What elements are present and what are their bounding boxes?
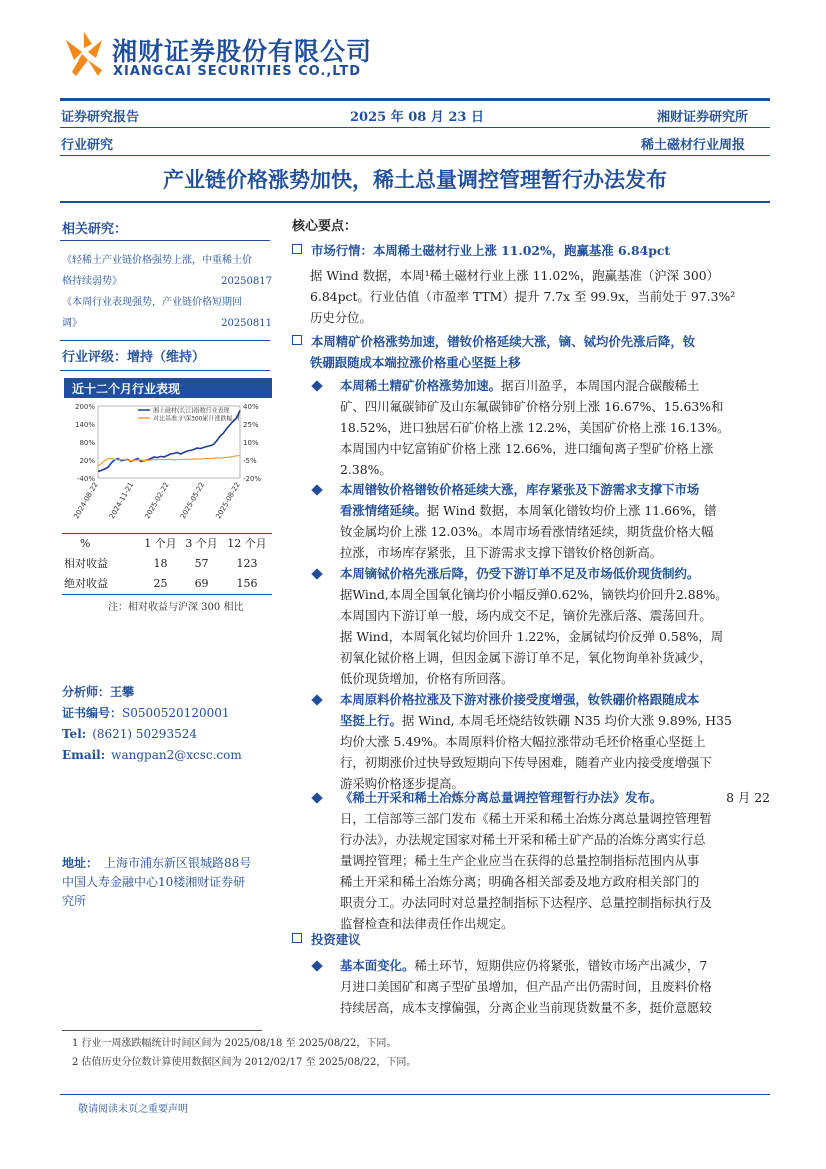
text-line: 钕金属均价上涨 12.03%。本周市场看涨情绪延续，期货盘价格大幅 (340, 524, 714, 539)
industry-performance-chart (62, 398, 272, 538)
diamond-bullet-icon (311, 380, 322, 391)
section-investment-heading-text: 投资建议 (311, 932, 361, 947)
perf-header-1m: 1 个月 (144, 537, 177, 550)
perf-cell: 57 (194, 556, 209, 570)
address-label: 地址： (62, 856, 99, 870)
footnote-2: 2 估值历史分位数计算使用数据区间为 2012/02/17 至 2025/08/22，下同。 (72, 1057, 417, 1068)
chart-title-band (64, 378, 272, 398)
text-line: 本周国内中钇富铕矿价格上涨 12.66%，进口缅甸离子型矿价格上涨 (340, 441, 714, 456)
related-report-1-date: 20250817 (221, 276, 272, 287)
text-line: 据Wind,本周全国氧化镝均价小幅反弹0.62%，镝铁均价回升2.88%。 (340, 587, 728, 602)
perf-header-12m: 12 个月 (227, 537, 267, 550)
legend-label: 湘土磁材(长江)指数行业表现 (153, 407, 230, 415)
text-line: 18.52%，进口独居石矿价格上涨 12.2%，美国矿价格上涨 16.13%。 (340, 420, 730, 435)
bullet-lead-2: 坚挺上行。 (340, 713, 402, 728)
section-price-heading-line2: 铁硼跟随成本端拉涨价格重心坚挺上移 (310, 355, 521, 370)
text-line: 行，初期涨价过快导致短期向下传导困难，随着产业内接受度增强下 (340, 755, 712, 770)
bullet-fundamentals (340, 955, 770, 1018)
benchmark-series-line (98, 456, 240, 467)
bullet-policy (340, 787, 770, 934)
related-report-1[interactable] (62, 250, 272, 292)
y-left-tick-label: -40% (76, 475, 95, 483)
report-title: 产业链价格涨势加快，稀土总量调控管理暂行办法发布 (163, 168, 667, 192)
y-left-tick-label: 140% (74, 421, 95, 429)
tel-number: (8621) 50293524 (92, 727, 197, 741)
perf-header-3m: 3 个月 (185, 537, 218, 550)
section-price-heading (292, 331, 770, 373)
perf-table-note: 注：相对收益与沪深 300 相比 (108, 602, 244, 613)
section-market-heading (292, 240, 670, 261)
diamond-bullet-icon (311, 792, 322, 803)
rating-rule-bottom (60, 370, 270, 371)
text-line: 初氧化铽价格上调，但因金属下游订单不足，氧化物询单补货减少， (340, 650, 712, 665)
perf-cell: 18 (153, 556, 168, 570)
perf-cell: 69 (194, 576, 209, 590)
address-line2: 中国人寿金融中心10楼湘财证券研 (62, 875, 246, 889)
bullet-lead: 基本面变化。 (340, 958, 415, 973)
research-category: 行业研究 (61, 138, 114, 153)
bullet-lead-2: 看涨情绪延续。 (340, 503, 427, 518)
bullet-prnd (340, 479, 770, 563)
checkbox-square-icon (292, 933, 302, 943)
address-block (62, 854, 277, 911)
x-tick-label: 2025-02-22 (143, 481, 171, 521)
rating-rule-top (60, 340, 270, 341)
cert-label: 证书编号： (62, 706, 123, 720)
related-report-2-line1: 《本周行业表现强势，产业链价格短期回 (62, 297, 242, 308)
checkbox-square-icon (292, 244, 302, 254)
text-line: 2.38%。 (340, 462, 392, 477)
section-market-heading-text: 市场行情：本周稀土磁材行业上涨 11.02%，跑赢基准 6.84pct (311, 243, 671, 258)
text-line: 稀土环节，短期供应仍将紧张，镨钕市场产出减少，7 (414, 958, 708, 973)
x-tick-label: 2024-11-21 (107, 481, 136, 521)
cert-number: S0500520120001 (122, 706, 230, 720)
analyst-block (62, 682, 242, 766)
company-logo (62, 30, 106, 78)
text-line-tail: 8 月 22 (726, 790, 770, 805)
industry-rating: 行业评级：增持（维持） (62, 350, 206, 365)
text-line: 矿、四川氟碳铈矿及山东氟碳铈矿价格分别上涨 16.67%、15.63%和 (340, 399, 724, 414)
section-investment-heading (292, 929, 361, 950)
perf-cell: 绝对收益 (64, 577, 108, 590)
perf-cell: 123 (236, 556, 258, 570)
text-line: 据 Wind, 本周毛坯烧结钕铁硼 N35 均价大涨 9.89%, H35 (401, 713, 732, 728)
text-line: 游采购价格逐步提高。 (340, 776, 464, 791)
header-rule-mid (60, 127, 770, 128)
header-rule-bottom (60, 155, 770, 156)
logo-mark-icon (62, 30, 106, 78)
diamond-bullet-icon (311, 694, 322, 705)
research-institute: 湘财证券研究所 (657, 110, 749, 125)
bullet-lead: 本周原料价格拉涨及下游对涨价接受度增强，钕铁硼价格跟随成本 (340, 692, 700, 707)
related-rule (60, 240, 270, 241)
disclaimer[interactable]: 敬请阅读末页之重要声明 (78, 1104, 188, 1115)
text-line: 拉涨，市场库存紧张，且下游需求支撑下镨钕价格创新高。 (340, 545, 663, 560)
text-line: 持续居高，成本支撑偏强，分离企业当前现货数量不多，挺价意愿较 (340, 1000, 712, 1015)
section-market-body (310, 265, 770, 328)
related-report-2-line2: 调》 (62, 318, 82, 329)
text-line: 历史分位。 (310, 310, 372, 325)
text-line: 监督检查和法律责任作出规定。 (340, 916, 514, 931)
y-right-tick-label: 40% (243, 403, 259, 411)
core-points-title: 核心要点： (292, 219, 358, 234)
y-left-tick-label: 20% (79, 457, 95, 465)
perf-cell: 25 (153, 576, 168, 590)
bullet-lead: 《稀土开采和稀土冶炼分离总量调控管理暂行办法》发布。 (340, 790, 663, 805)
y-left-tick-label: 200% (74, 403, 95, 411)
header-rule-top (60, 98, 770, 101)
text-line: 行办法》，办法规定国家对稀土开采和稀土矿产品的冶炼分离实行总 (340, 832, 706, 847)
related-report-2[interactable] (62, 292, 272, 334)
tel-label: Tel: (62, 727, 87, 741)
x-tick-label: 2024-08-22 (72, 481, 100, 521)
email-label: Email: (62, 748, 106, 762)
report-date: 2025 年 08 月 23 日 (350, 110, 484, 125)
y-left-tick-label: 80% (79, 439, 95, 447)
report-series: 稀土磁材行业周报 (641, 138, 746, 153)
bottom-rule (60, 1094, 770, 1095)
perf-cell: 相对收益 (64, 557, 108, 570)
y-right-tick-label: -20% (243, 475, 262, 483)
text-line: 稀土开采和稀土冶炼分离；明确各相关部委及地方政府相关部门的 (340, 874, 700, 889)
text-line: 日，工信部等三部门发布《稀土开采和稀土冶炼分离总量调控管理暂 (340, 811, 712, 826)
related-report-1-line1: 《轻稀土产业链价格强势上涨，中重稀土价 (62, 255, 252, 266)
report-type: 证券研究报告 (61, 110, 140, 125)
footnote-1: 1 行业一周涨跌幅统计时间区间为 2025/08/18 至 2025/08/22，下同。 (72, 1038, 397, 1049)
checkbox-square-icon (292, 335, 302, 345)
text-line: 量调控管理；稀土生产企业应当在获得的总量控制指标范围内从事 (340, 853, 700, 868)
text-line: 均价大涨 5.49%。本周原料价格大幅拉涨带动毛坯价格重心坚挺上 (340, 734, 706, 749)
analyst-name: 分析师：王攀 (62, 685, 135, 699)
bullet-concentrate (340, 375, 770, 480)
perf-table-rule-bottom (62, 594, 272, 595)
perf-row-absolute (62, 573, 272, 593)
perf-row-relative (62, 553, 272, 573)
bullet-lead: 本周镨钕价格镨钕价格延续大涨，库存紧张及下游需求支撑下市场 (340, 482, 700, 497)
text-line: 职责分工。办法同时对总量控制指标下达程序、总量控制指标执行及 (340, 895, 712, 910)
perf-table-header (62, 533, 272, 553)
legend-label: 对比基准:沪深300累计涨跌幅,月 (153, 415, 241, 423)
x-tick-label: 2025-05-22 (178, 481, 207, 521)
text-line: 月进口美国矿和离子型矿虽增加，但产品产出仍需时间，且废料价格 (340, 979, 712, 994)
bullet-dy-tb (340, 563, 770, 689)
x-tick-label: 2025-08-22 (214, 481, 242, 521)
related-report-1-line2: 格持续弱势》 (62, 276, 122, 287)
footnotes (72, 1034, 416, 1072)
text-line: 低价现货增加，价格有所回落。 (340, 671, 514, 686)
perf-header-pct: % (80, 536, 91, 550)
address-line3: 究所 (62, 894, 87, 908)
text-line: 据 Wind 数据，本周氧化镨钕均价上涨 11.66%，镨 (426, 503, 717, 518)
company-name-en: XIANGCAI SECURITIES CO.,LTD (113, 64, 362, 79)
bullet-ndfeb (340, 689, 770, 794)
bullet-lead: 本周稀土精矿价格涨势加速。 (340, 378, 502, 393)
title-rule (60, 201, 770, 203)
section-price-heading-line1: 本周精矿价格涨势加速，镨钕价格延续大涨，镝、铽均价先涨后降，钕 (311, 334, 696, 349)
diamond-bullet-icon (311, 484, 322, 495)
chart-title: 近十二个月行业表现 (72, 382, 181, 396)
address-line1: 上海市浦东新区银城路88号 (104, 856, 252, 870)
diamond-bullet-icon (311, 960, 322, 971)
text-line: 6.84pct。行业估值（市盈率 TTM）提升 7.7x 至 99.9x，当前处于 97.3%² (310, 289, 736, 304)
related-research-title: 相关研究： (62, 222, 128, 237)
performance-table (62, 533, 272, 593)
text-line: 本周国内下游订单一般，场内成交不足，镝价先涨后落、震荡回升。 (340, 608, 712, 623)
footnote-rule (62, 1030, 262, 1031)
company-name-cn: 湘财证券股份有限公司 (112, 37, 373, 66)
text-line: 据百川盈孚，本周国内混合碳酸稀土 (501, 378, 700, 393)
related-report-2-date: 20250811 (221, 318, 272, 329)
email-link[interactable]: wangpan2@xcsc.com (111, 748, 242, 762)
text-line: 据 Wind 数据，本周¹稀土磁材行业上涨 11.02%，跑赢基准（沪深 300） (310, 268, 719, 283)
text-line: 据 Wind，本周氧化铽均价回升 1.22%，金属铽均价反弹 0.58%，周 (340, 629, 724, 644)
diamond-bullet-icon (311, 568, 322, 579)
bullet-lead: 本周镝铽价格先涨后降，仍受下游订单不足及市场低价现货制约。 (340, 566, 700, 581)
perf-cell: 156 (236, 576, 258, 590)
y-right-tick-label: 25% (243, 421, 259, 429)
y-right-tick-label: 10% (243, 439, 259, 447)
y-right-tick-label: -5% (243, 457, 257, 465)
